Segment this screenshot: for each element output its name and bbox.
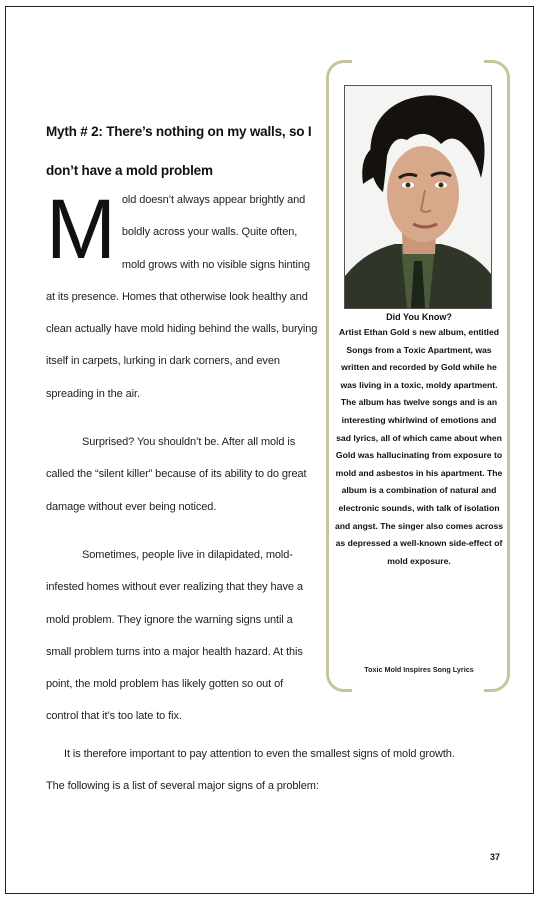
sidebar-caption: Toxic Mold Inspires Song Lyrics xyxy=(364,665,474,674)
paragraph-3: Sometimes, people live in dilapidated, mold-infested homes without ever realizing that they have a mold problem. They ignore the warning signs until a small problem turns into a major health hazard. At this point, the mold problem has likely gotten so out of control that it’s too late to fix. xyxy=(46,548,303,723)
artist-photo xyxy=(344,85,492,309)
closing-text xyxy=(46,738,506,802)
main-column xyxy=(46,184,318,733)
paragraph-5: The following is a list of several major signs of a problem: xyxy=(46,780,319,792)
sidebar-title: Did You Know? xyxy=(386,312,452,322)
paragraph-1-text: old doesn’t always appear brightly and boldly across your walls. Quite often, mold grows with no visible signs hinting at its presence. Homes that otherwise look healthy and clean actually have mold hiding behind the walls, burying itself in carpets, lurking in dark corners, and even spreading in the air. xyxy=(46,194,318,400)
section-heading: Myth # 2: There’s nothing on my walls, so I don’t have a mold problem xyxy=(46,124,312,178)
drop-cap: M xyxy=(46,182,116,276)
paragraph-2: Surprised? You shouldn’t be. After all mold is called the “silent killer” because of its ability to do great damage without ever being noticed. xyxy=(46,436,307,513)
paragraph-4: It is therefore important to pay attention to even the smallest signs of mold growth. xyxy=(64,748,455,760)
sidebar-body: Artist Ethan Gold s new album, entitled Songs from a Toxic Apartment, was written and recorded by Gold while he was living in a toxic, moldy apartment. The album has twelve songs and is an interesting whirlwind of emotions and sad lyrics, all of which came about when Gold was hallucinating from exposure to mold and asbestos in his apartment. The album is a combination of natural and electronic sounds, with talk of isolation and angst. The singer also comes across as depressed a well-known side-effect of mold exposure. xyxy=(334,327,504,566)
paragraph-1 xyxy=(46,184,318,410)
artist-portrait-image xyxy=(345,86,491,308)
page-number: 37 xyxy=(489,852,500,862)
